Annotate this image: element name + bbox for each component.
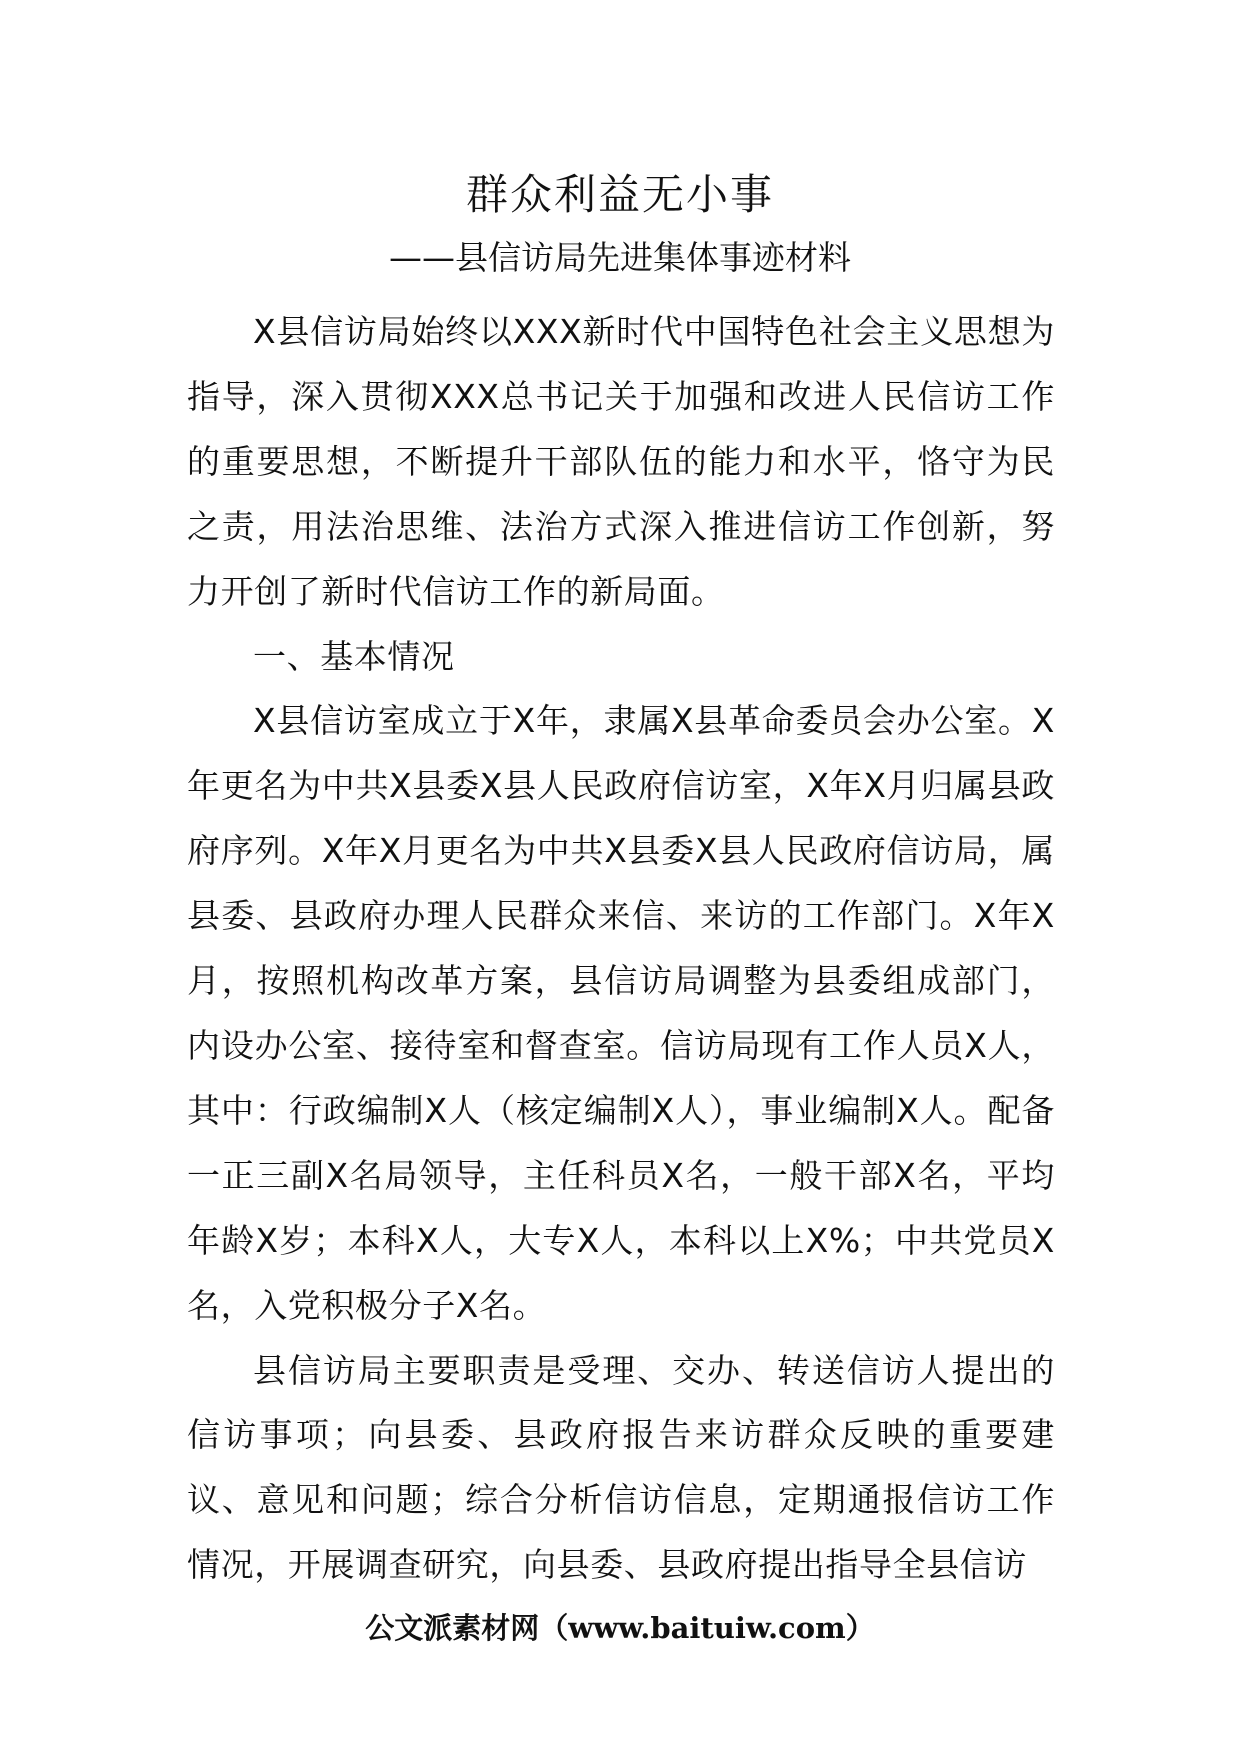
document-title: 群众利益无小事 <box>465 170 774 219</box>
section-heading-basic: 一、基本情况 <box>253 636 455 676</box>
paragraph-duties: 县信访局主要职责是受理、交办、转送信访人提出的信访事项；向县委、县政府报告来访群众反映的重要建议、意见和问题；综合分析信访信息，定期通报信访工作情况，开展调查研究，向县委、县政府提出指导全县信访 <box>187 1350 1055 1585</box>
document-subtitle: ——县信访局先进集体事迹材料 <box>389 238 851 277</box>
footer-watermark: 公文派素材网（www.baituiw.com） <box>365 1611 875 1645</box>
paragraph-history: X县信访室成立于X年，隶属X县革命委员会办公室。X年更名为中共X县委X县人民政府信访室，X年X月归属县政府序列。X年X月更名为中共X县委X县人民政府信访局，属县委、县政府办理人民群众来信、来访的工作部门。X年X月，按照机构改革方案，县信访局调整为县委组成部门，内设办公室、接待室和督查室。信访局现有工作人员X人，其中：行政编制X人（核定编制X人），事业编制X人。配备一正三副X名局领导，主任科员X名，一般干部X名，平均年龄X岁；本科X人，大专X人，本科以上X%；中共党员X名，入党积极分子X名。 <box>187 701 1055 1325</box>
paragraph-intro: X县信访局始终以XXX新时代中国特色社会主义思想为指导，深入贯彻XXX总书记关于加强和改进人民信访工作的重要思想，不断提升干部队伍的能力和水平，恪守为民之责，用法治思维、法治方式深入推进信访工作创新，努力开创了新时代信访工作的新局面。 <box>187 312 1055 611</box>
document-body <box>187 300 1055 1598</box>
